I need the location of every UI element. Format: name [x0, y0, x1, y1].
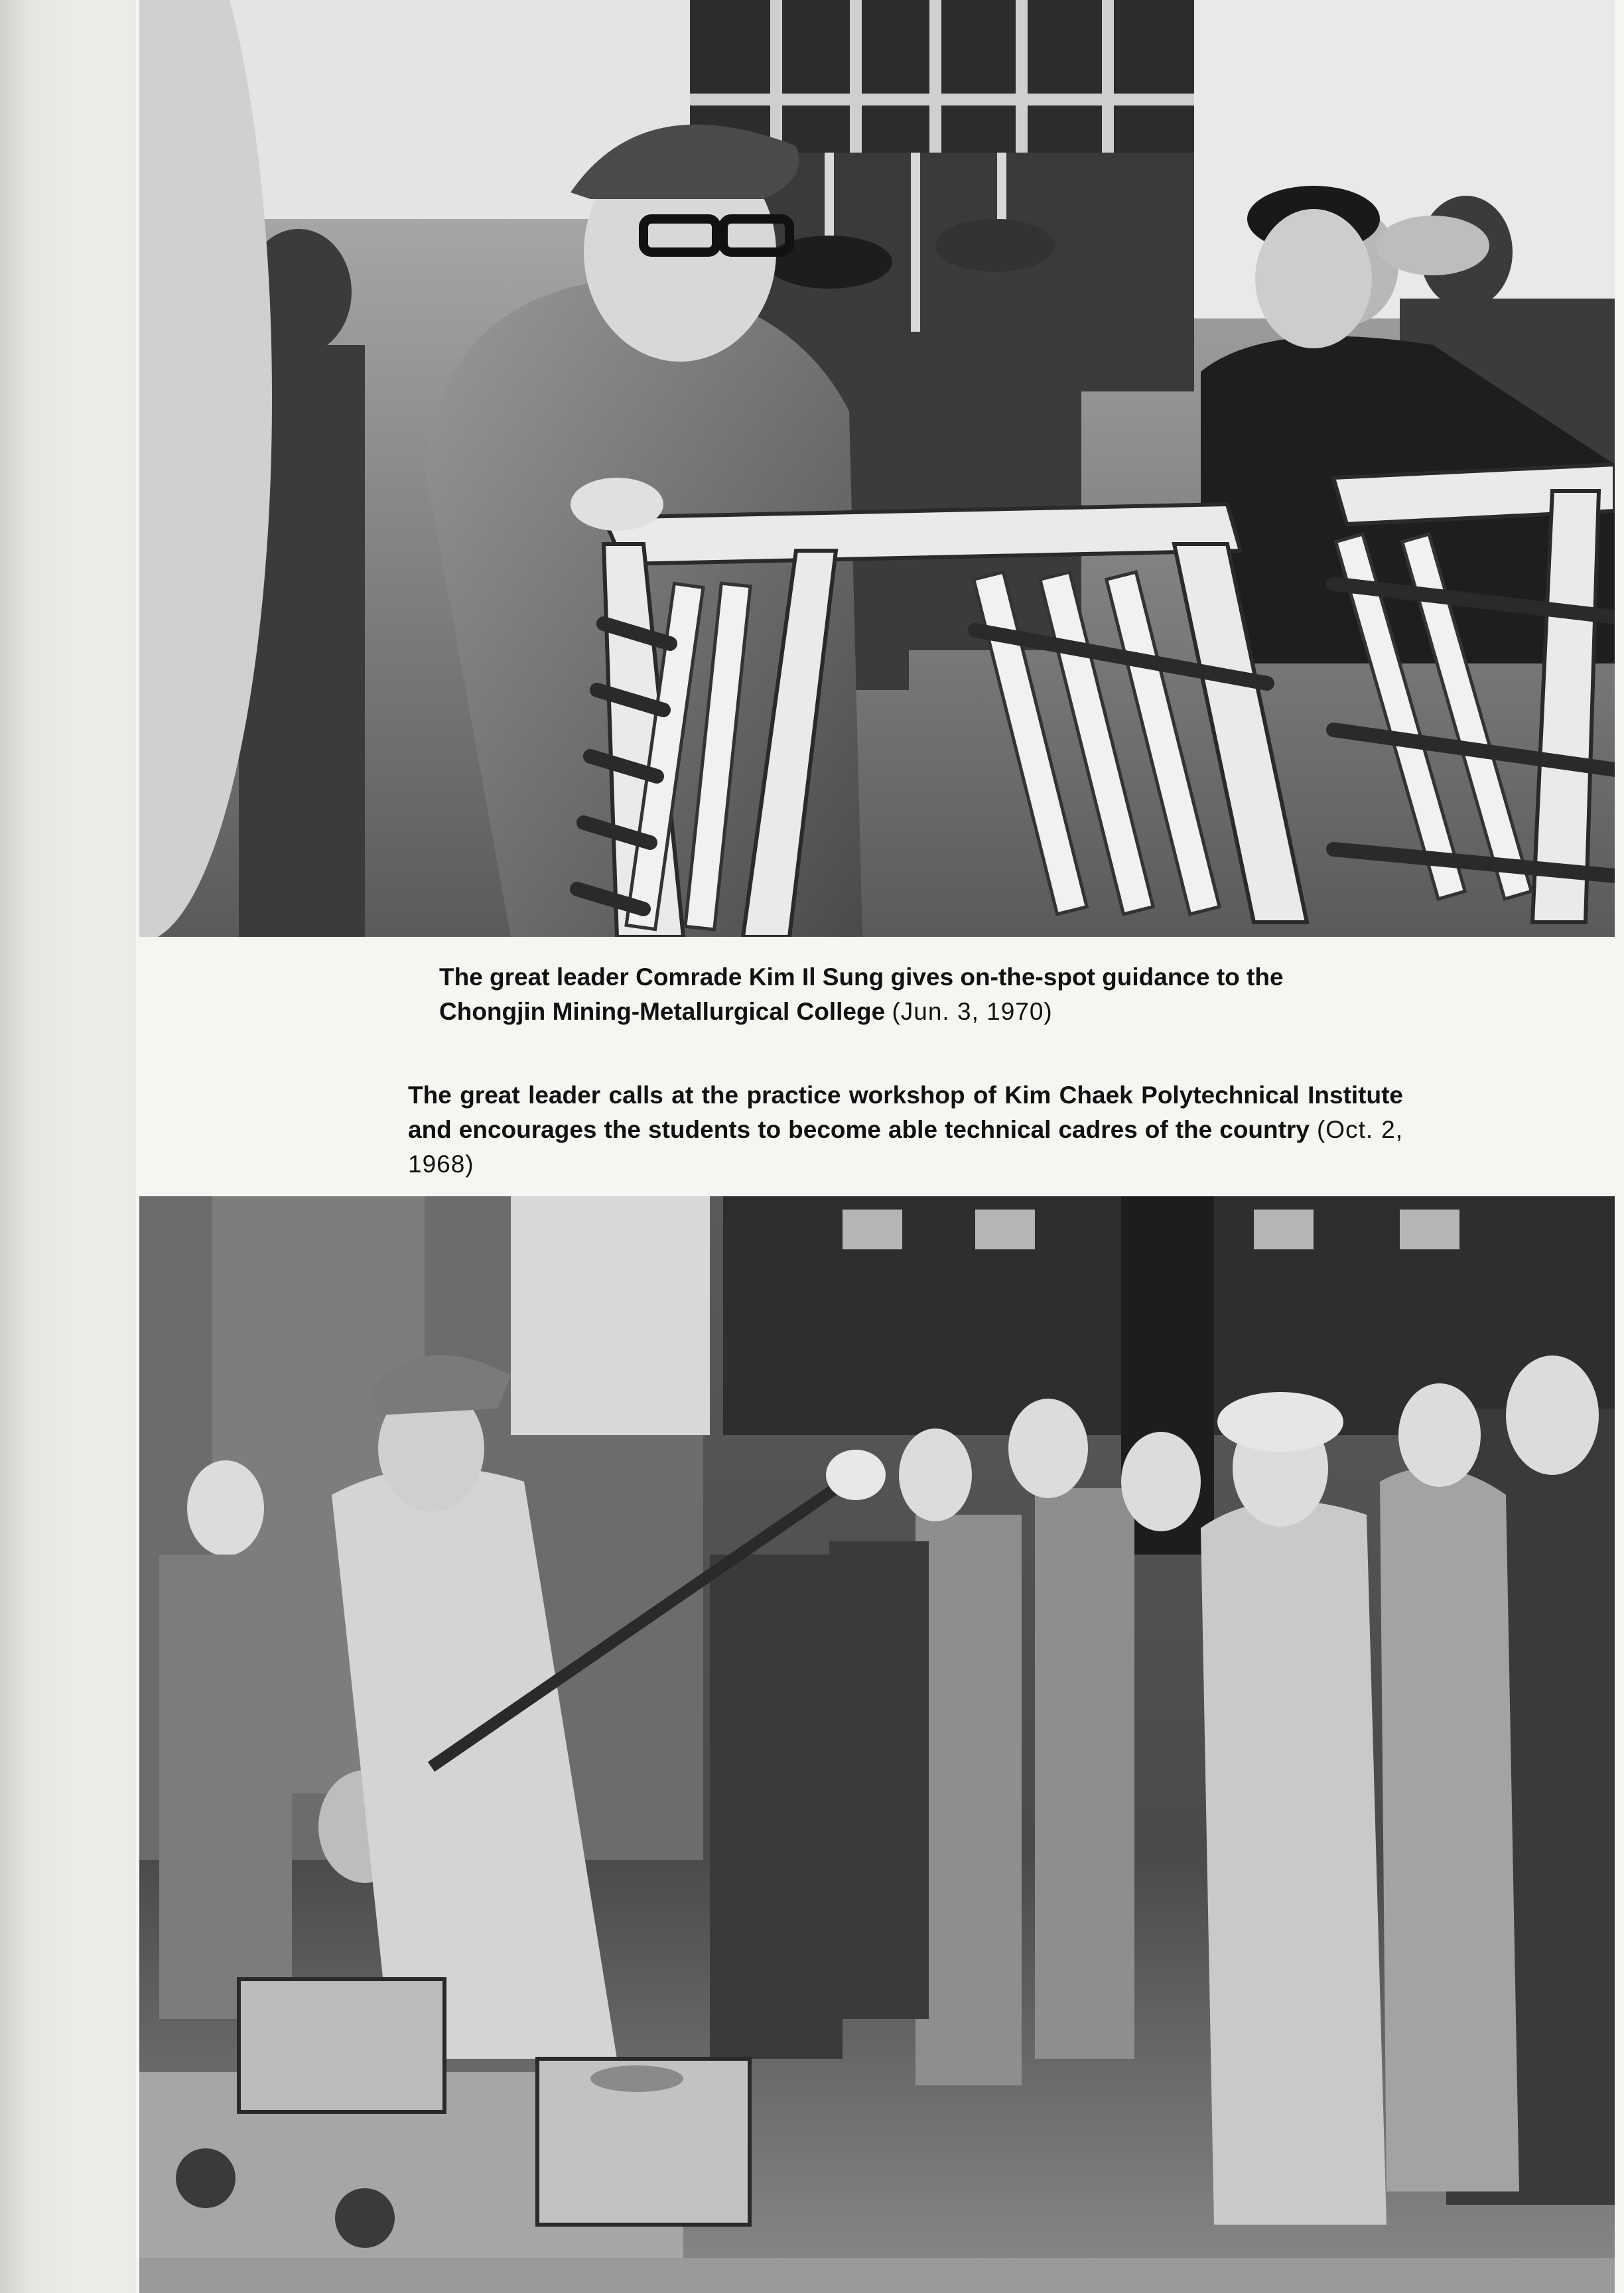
photo-workshop-visit-image — [139, 1196, 1615, 2293]
caption-college-visit — [439, 960, 1315, 1029]
caption-institute-visit-date: (Oct. 2, 1968) — [408, 1116, 1404, 1178]
photo-workshop-visit — [139, 1196, 1615, 2293]
caption-institute-visit — [408, 1078, 1403, 1182]
caption-college-visit-text: The great leader Comrade Kim Il Sung gives on-the-spot guidance to the Chongjin Mining-Metallurgical College — [439, 963, 1284, 1025]
photo-college-visit-image — [139, 0, 1615, 937]
photo-college-visit — [139, 0, 1615, 937]
book-gutter — [0, 0, 146, 2293]
caption-college-visit-date: (Jun. 3, 1970) — [892, 998, 1053, 1025]
caption-institute-visit-text: The great leader calls at the practice workshop of Kim Chaek Polytechnical Institute and encourages the students to become able technical cadres of the country — [408, 1081, 1403, 1143]
